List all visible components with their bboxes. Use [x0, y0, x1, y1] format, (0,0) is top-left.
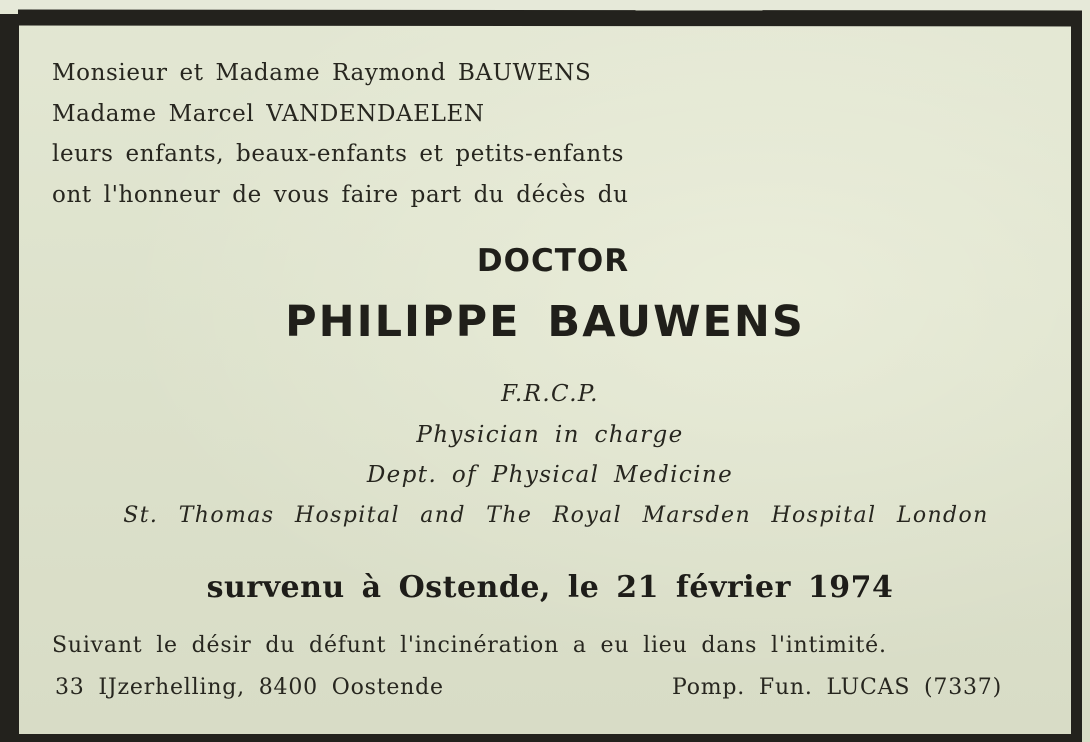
mourning-border-right [1071, 14, 1082, 742]
family-address: 33 IJzerhelling, 8400 Oostende [55, 675, 444, 700]
mourning-border-left [0, 14, 19, 742]
deceased-title: DOCTOR [476, 243, 630, 279]
credential-line: St. Thomas Hospital and The Royal Marsden Hospital London [123, 503, 989, 528]
top-margin [0, 0, 1090, 10]
cremation-note: Suivant le désir du défunt l'incinération a eu lieu dans l'intimité. [52, 633, 887, 658]
family-announcement [52, 53, 629, 215]
mourning-border-bottom [0, 734, 1082, 742]
deceased-name: PHILIPPE BAUWENS [285, 297, 805, 347]
credential-line: Dept. of Physical Medicine [366, 462, 734, 488]
credential-line: F.R.C.P. [501, 381, 599, 407]
intro-line: leurs enfants, beaux-enfants et petits-enfants [52, 141, 625, 167]
death-date-place: survenu à Ostende, le 21 février 1974 [206, 570, 894, 605]
intro-line: Monsieur et Madame Raymond BAUWENS [52, 60, 592, 86]
credential-line: Physician in charge [416, 422, 684, 448]
mourning-border-top [18, 10, 1082, 27]
funeral-home: Pomp. Fun. LUCAS (7337) [672, 675, 1002, 700]
intro-line: Madame Marcel VANDENDAELEN [52, 100, 485, 127]
intro-line: ont l'honneur de vous faire part du décès du [52, 181, 629, 208]
